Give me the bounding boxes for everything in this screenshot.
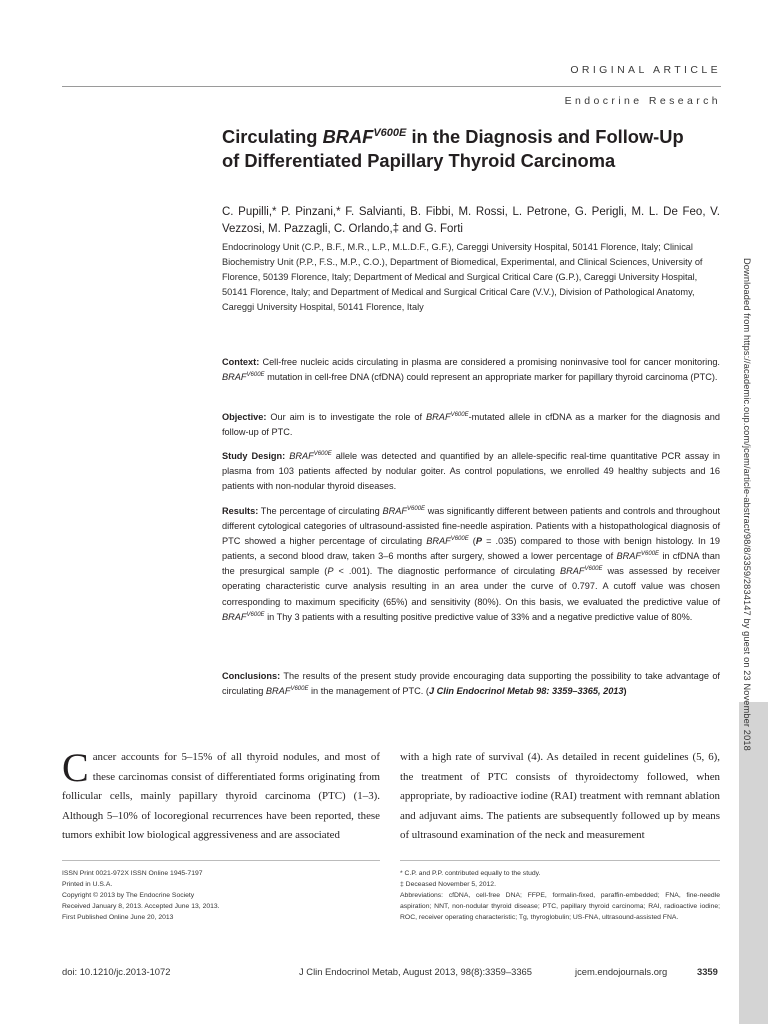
footnote-line: ISSN Print 0021-972X ISSN Online 1945-7197 bbox=[62, 870, 203, 877]
footnote-line: Received January 8, 2013. Accepted June 13, 2013. bbox=[62, 903, 220, 910]
abstract-objective: Objective: Our aim is to investigate the role of $BRAF^{V600E}$-mutated allele in cfDNA as a marker for the diagnosis and follow-up of PTC. bbox=[222, 412, 720, 438]
abstract-design: Study Design: $BRAF^{V600E}$ allele was detected and quantified by an allele-specific real-time quantitative PCR assay in plasma from 103 patients affected by nodular goiter. As control populations, we enrolled 49 healthy subjects and 16 patients with non-nodular thyroid diseases. bbox=[222, 451, 721, 492]
footnote-line: First Published Online June 20, 2013 bbox=[62, 914, 174, 921]
header-rule bbox=[62, 86, 721, 87]
body-column-right: with a high rate of survival (4). As detailed in recent guidelines (5, 6), the treatment of PTC consists of thyroidectomy followed, when appropriate, by radioactive iodine (RAI) treatment with remnant ablation and adjuvant aims. The patients are subsequently followed up by means of ultrasound examination of the neck and measurement bbox=[400, 751, 720, 841]
page-number: 3359 bbox=[697, 966, 718, 977]
footnote-rule-left bbox=[62, 860, 380, 861]
publication-info bbox=[62, 868, 380, 923]
drop-cap: C bbox=[62, 745, 89, 790]
section-label: ORIGINAL ARTICLE bbox=[570, 64, 721, 76]
article-title: Circulating $BRAF^{V600E}$ in the Diagnosis and Follow-Up of Differentiated Papillary Thyroid Carcinoma bbox=[222, 126, 684, 171]
affiliations: Endocrinology Unit (C.P., B.F., M.R., L.P., M.L.D.F., G.F.), Careggi University Hospital, 50141 Florence, Italy; Clinical Biochemistry Unit (P.P., F.S., M.P., C.O.), Department of Biomedical, Experimental, and Clinical Sciences, University of Florence, 50139 Florence, Italy; Department of Medical and Surgical Critical Care (G.P.), Careggi University Hospital, 50141 Florence, Italy; and Department of Medical and Surgical Critical Care (V.V.), Division of Pathological Anatomy, Careggi University Hospital, 50141 Florence, Italy bbox=[222, 242, 703, 313]
footnote-line: Copyright © 2013 by The Endocrine Society bbox=[62, 892, 195, 899]
body-column-left: Cancer accounts for 5–15% of all thyroid nodules, and most of these carcinomas consist of differentiated forms originating from follicular cells, mainly papillary thyroid carcinoma (PTC) (1–3). Although 5–10% of locoregional recurrences have been reported, these tumors exhibit low biological aggressiveness and are associated bbox=[62, 745, 380, 841]
doi-link[interactable]: doi: 10.1210/jc.2013-1072 bbox=[62, 966, 171, 977]
author-list: C. Pupilli,* P. Pinzani,* F. Salvianti, B. Fibbi, M. Rossi, L. Petrone, G. Perigli, M. L. De Feo, V. Vezzosi, M. Pazzagli, C. Orlando,‡ and G. Forti bbox=[222, 206, 720, 235]
download-watermark: Downloaded from https://academic.oup.com/jcem/article-abstract/98/8/3359/2834147 by guest on 23 November 2018 bbox=[742, 258, 752, 751]
author-notes bbox=[400, 868, 720, 923]
footnote-abbreviations: Abbreviations: cfDNA, cell-free DNA; FFPE, formalin-fixed, paraffin-embedded; FNA, fine-needle aspiration; NNT, non-nodular thyroid disease; PTC, papillary thyroid carcinoma; RAI, radioactive iodine; ROC, receiver operating characteristic; Tg, thyroglobulin; US-FNA, ultrasound-assisted FNA. bbox=[400, 892, 720, 921]
footnote-line: Printed in U.S.A. bbox=[62, 881, 113, 888]
journal-website-link[interactable]: jcem.endojournals.org bbox=[575, 966, 668, 977]
abstract-results: Results: The percentage of circulating $BRAF^{V600E}$ was significantly different between patients and controls and throughout different cytological categories of ultrasound-assisted fine-needle aspiration. Patients with a histopathological diagnosis of PTC showed a higher percentage of circulating $BRAF^{V600E}$ (P = .035) compared to those with benign histology. In 19 patients, a second blood draw, taken 3–6 months after surgery, showed a lower percentage of $BRAF^{V600E}$ in cfDNA than the presurgical sample (P < .001). The diagnostic performance of circulating $BRAF^{V600E}$ was assessed by receiver operating characteristic curve analysis resulting in an area under the curve of 0.797. A cutoff value was chosen corresponding to maximum specificity (65%) and sensitivity (80%). On this basis, we evaluated the predictive value of $BRAF^{V600E}$ in Thy 3 patients with a resulting positive predictive value of 33% and a negative predictive value of 80%. bbox=[222, 506, 721, 622]
footnote-rule-right bbox=[400, 860, 720, 861]
journal-citation: J Clin Endocrinol Metab, August 2013, 98(8):3359–3365 bbox=[299, 966, 532, 977]
footnote-line: ‡ Deceased November 5, 2012. bbox=[400, 881, 496, 888]
abstract-context: Context: Cell-free nucleic acids circulating in plasma are considered a promising noninvasive tool for cancer monitoring. $BRAF^{V600E}$ mutation in cell-free DNA (cfDNA) could represent an appropriate marker for papillary thyroid carcinoma (PTC). bbox=[222, 357, 720, 383]
abstract-conclusions: Conclusions: The results of the present study provide encouraging data supporting the possibility to take advantage of circulating $BRAF^{V600E}$ in the management of PTC. (J Clin Endocrinol Metab 98: 3359–3365, 2013) bbox=[222, 671, 720, 697]
subsection-label: Endocrine Research bbox=[564, 95, 721, 107]
footnote-line: * C.P. and P.P. contributed equally to the study. bbox=[400, 870, 541, 877]
